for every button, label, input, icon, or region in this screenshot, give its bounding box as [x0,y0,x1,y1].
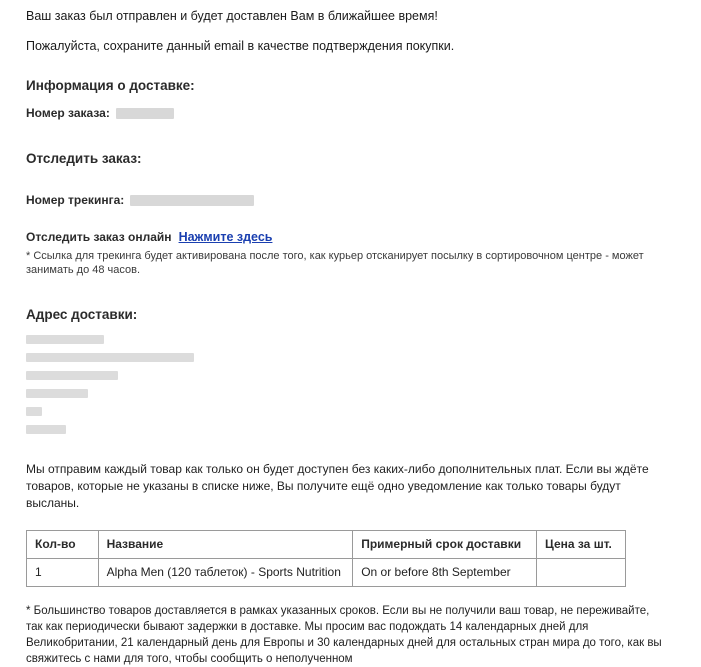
shipping-address-heading: Адрес доставки: [26,307,138,322]
tracking-number-row [26,193,677,208]
tracking-link[interactable]: Нажмите здесь [178,230,273,244]
track-online-label: Отследить заказ онлайн [26,230,172,244]
address-line-1-redacted [26,335,104,344]
track-online-row [26,230,677,244]
address-line-5-redacted [26,407,42,416]
table-header-name: Название [98,531,353,559]
address-line-4-redacted [26,389,88,398]
cell-price [537,559,626,587]
table-header-qty: Кол-во [27,531,99,559]
table-header-row [27,531,626,559]
items-table [26,530,626,587]
address-line-3-redacted [26,371,118,380]
shipping-address-block [26,335,677,434]
table-row [27,559,626,587]
tracking-number-label: Номер трекинга: [26,193,125,207]
address-line-2-redacted [26,353,194,362]
spacer-2 [26,179,677,193]
table-header-price: Цена за шт. [537,531,626,559]
order-number-row [26,106,677,121]
bottom-note: * Большинство товаров доставляется в рамках указанных сроков. Если вы не получили ваш товар, не переживайте, так как периодически бывают задержки в доставке. Мы просим вас подождать 14 календарных дней для Великобритании, 21 календарный день для Европы и 30 календарных дней для остальных стран мира до того, как вы свяжитесь с нами для того, чтобы сообщить о неполученном [26,605,662,665]
cell-eta: On or before 8th September [353,559,537,587]
cell-qty: 1 [27,559,99,587]
address-line-6-redacted [26,425,66,434]
spacer-1 [26,121,677,151]
spacer-5 [26,443,677,461]
order-number-value-redacted [116,108,174,119]
order-number-label: Номер заказа: [26,106,110,120]
spacer-4 [26,277,677,307]
spacer-3 [26,208,677,230]
tracking-footnote: * Ссылка для трекинга будет активирована после того, как курьер отсканирует посылку в сортировочном центре - может занимать до 48 часов. [26,250,644,276]
delivery-info-heading: Информация о доставке: [26,78,195,93]
intro-line-1: Ваш заказ был отправлен и будет доставлен Вам в ближайшее время! [26,9,438,23]
intro-line-2: Пожалуйста, сохраните данный email в качестве подтверждения покупки. [26,39,455,53]
tracking-number-value-redacted [130,195,254,206]
cell-name: Alpha Men (120 таблеток) - Sports Nutrition [98,559,353,587]
shipment-notice: Мы отправим каждый товар как только он будет доступен без каких-либо дополнительных плат. Если вы ждёте товаров, которые не указаны в списке ниже, Вы получите ещё одно уведомление как только товары будут высланы. [26,462,649,510]
tracking-heading: Отследить заказ: [26,151,142,166]
table-header-eta: Примерный срок доставки [353,531,537,559]
